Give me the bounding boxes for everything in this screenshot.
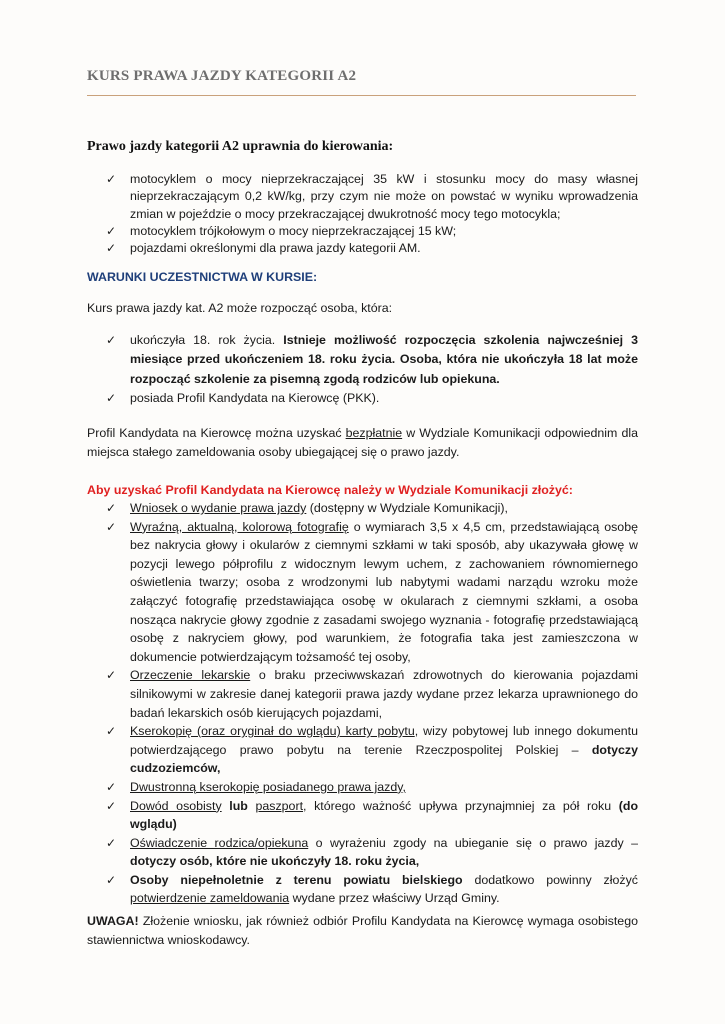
check-mark-icon: ✓: [106, 333, 117, 347]
title-divider: [87, 95, 636, 96]
list-item: ✓ ukończyła 18. rok życia. Istnieje możliwość rozpoczęcia szkolenia najwcześniej 3 miesiące przed ukończeniem 18. roku życia. Osoba, która nie ukończyła 18 lat może rozpocząć szkolenie za pisemną zgodą rodziców lub opiekuna.: [106, 333, 638, 386]
check-mark-icon: ✓: [106, 501, 117, 515]
requirements-list: [87, 499, 638, 908]
check-mark-icon: ✓: [106, 724, 117, 739]
entitlements-list: [87, 171, 638, 257]
list-item: ✓ Wniosek o wydanie prawa jazdy (dostępny w Wydziale Komunikacji),: [87, 499, 638, 518]
list-item: ✓ pojazdami określonymi dla prawa jazdy kategorii AM.: [87, 240, 638, 257]
check-mark-icon: ✓: [106, 391, 117, 406]
check-mark-icon: ✓: [106, 241, 117, 256]
list-item: ✓ Oświadczenie rodzica/opiekuna o wyrażeniu zgody na ubieganie się o prawo jazdy – dotyczy osób, które nie ukończyły 18. roku życia,: [106, 835, 638, 869]
list-item: ✓ Osoby niepełnoletnie z terenu powiatu bielskiego dodatkowo powinny złożyć potwierdzenie zameldowania wydane przez właściwy Urząd Gminy.: [106, 872, 638, 906]
check-mark-icon: ✓: [106, 835, 117, 850]
list-item: ✓ Orzeczenie lekarskie o braku przeciwwskazań zdrowotnych do kierowania pojazdami silnikowymi w zakresie danej kategorii prawa jazdy wydane przez lekarza uprawnionego do badań lekarskich osób kierujących pojazdami,: [106, 668, 638, 720]
note-paragraph: UWAGA! Złożenie wniosku, jak również odbiór Profilu Kandydata na Kierowcę wymaga osobistego stawiennictwa wnioskodawcy.: [87, 914, 638, 947]
check-mark-icon: ✓: [106, 172, 117, 186]
check-mark-icon: ✓: [106, 798, 117, 813]
requirements-list-block: [87, 499, 638, 908]
list-item: ✓ posiada Profil Kandydata na Kierowcę (PKK).: [87, 389, 638, 408]
check-mark-icon: ✓: [106, 872, 117, 887]
requirements-heading: Aby uzyskać Profil Kandydata na Kierowcę należy w Wydziale Komunikacji złożyć:: [87, 483, 573, 497]
entitlements-heading: Prawo jazdy kategorii A2 uprawnia do kierowania:: [87, 139, 394, 154]
entitlements-list-block: [87, 171, 638, 257]
conditions-list: [87, 331, 638, 409]
check-mark-icon: ✓: [106, 223, 117, 238]
check-mark-icon: ✓: [106, 519, 117, 534]
check-mark-icon: ✓: [106, 779, 117, 794]
page-title: KURS PRAWA JAZDY KATEGORII A2: [87, 68, 357, 84]
pkk-paragraph: Profil Kandydata na Kierowcę można uzyskać bezpłatnie w Wydziale Komunikacji odpowiednim dla miejsca stałego zameldowania osoby ubiegającej się o prawo jazdy.: [87, 426, 638, 459]
list-item: ✓ Wyraźną, aktualną, kolorową fotografię o wymiarach 3,5 x 4,5 cm, przedstawiającą osobę bez nakrycia głowy i okularów z ciemnymi szkłami w taki sposób, aby ukazywała głowę w pozycji lewego półprofilu z widocznym lewym uchem, z zachowaniem równomiernego oświetlenia twarzy; osoba z wrodzonymi lub nabytymi wadami narządu wzroku może załączyć fotografię przedstawiająca osobę w okularach z ciemnymi szkłami, a osoba nosząca nakrycie głowy zgodnie z zasadami swojego wyznania - fotografię przedstawiającą osobę z nakryciem głowy, pod warunkiem, że fotografia taka jest zamieszczona w dokumencie potwierdzającym tożsamość tej osoby,: [106, 519, 638, 664]
list-item: ✓ Dowód osobisty lub paszport, którego ważność upływa przynajmniej za pół roku (do wglądu): [106, 798, 639, 832]
conditions-intro: Kurs prawa jazdy kat. A2 może rozpocząć osoba, która:: [87, 301, 393, 315]
list-item: ✓ motocyklem trójkołowym o mocy nieprzekraczającej 15 kW;: [87, 223, 638, 240]
list-item: ✓ Kserokopię (oraz oryginał do wglądu) karty pobytu, wizy pobytowej lub innego dokumentu potwierdzającego prawo pobytu na terenie Rzeczpospolitej Polskiej – dotyczy cudzoziemców,: [106, 724, 638, 776]
list-item: ✓ Dwustronną kserokopię posiadanego prawa jazdy,: [87, 778, 638, 797]
conditions-list-block: [87, 331, 638, 409]
check-mark-icon: ✓: [106, 668, 117, 683]
conditions-heading: WARUNKI UCZESTNICTWA W KURSIE:: [87, 270, 318, 284]
list-item: ✓ motocyklem o mocy nieprzekraczającej 35 kW i stosunku mocy do masy własnej nieprzekraczającym 0,2 kW/kg, przy czym nie może on powstać w wyniku wprowadzenia zmian w pojeździe o mocy przekraczającej dwukrotność mocy tego motocykla;: [106, 172, 638, 221]
